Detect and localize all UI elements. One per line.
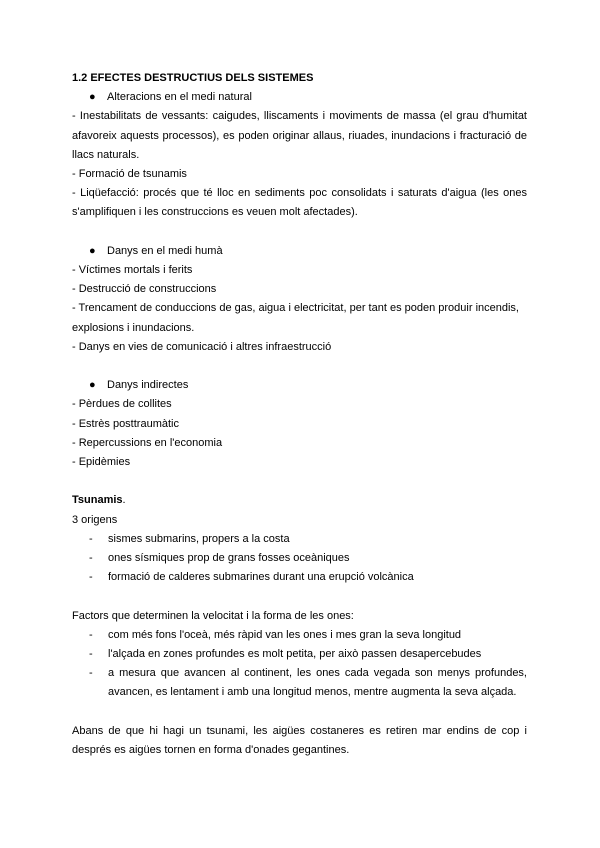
bullet-dot-icon: ●: [89, 244, 96, 257]
bullet-label: Danys en el medi humà: [107, 244, 223, 257]
document-content: [72, 69, 527, 760]
tsunamis-title: [72, 491, 527, 510]
tsunamis-title-text: Tsunamis: [72, 494, 123, 507]
list-item: - Repercussions en l'economia: [72, 436, 223, 449]
factors-label: Factors que determinen la velocitat i la forma de les ones:: [72, 609, 354, 622]
line-tsunamis: - Formació de tsunamis: [72, 168, 187, 181]
origin-text: formació de calderes submarines durant una erupció volcànica: [108, 571, 414, 584]
bullet-dot-icon: ●: [89, 379, 96, 392]
factor-item: [72, 626, 527, 645]
origin-text: ones sísmiques prop de grans fosses oceàniques: [108, 552, 350, 565]
list-item: - Pèrdues de collites: [72, 398, 172, 411]
line-victimes: - Víctimes mortals i ferits: [72, 264, 193, 277]
spacer: [72, 223, 527, 242]
factor-text: com més fons l'oceà, més ràpid van les ones i mes gran la seva longitud: [108, 628, 462, 641]
list-item: - Estrès posttraumàtic: [72, 417, 179, 430]
dash-icon: -: [89, 552, 93, 565]
origins-label: 3 origens: [72, 513, 118, 526]
dash-icon: -: [89, 532, 93, 545]
dash-icon: -: [89, 628, 93, 641]
line-danys-vies: - Danys en vies de comunicació i altres infraestrucció: [72, 340, 332, 353]
origin-item: [72, 568, 527, 587]
list-item: - Epidèmies: [72, 456, 131, 469]
dash-icon: -: [89, 648, 93, 661]
line-destruccio: - Destrucció de construccions: [72, 283, 217, 296]
paragraph-liquefaccio: - Liqüefacció: procés que té lloc en sediments poc consolidats i saturats d'aigua (les ones s'amplifiquen i les construccions es veuen molt afectades).: [72, 187, 527, 219]
factor-item: [72, 645, 527, 664]
origin-item: [72, 549, 527, 568]
bullet-label: Alteracions en el medi natural: [107, 91, 252, 104]
bullet-label: Danys indirectes: [107, 379, 189, 392]
bullet-item-danys-indirectes: [72, 376, 527, 395]
paragraph-closing: Abans de que hi hagi un tsunami, les aigües costaneres es retiren mar endins de cop i després es aigües tornen en forma d'onades gegantines.: [72, 724, 527, 757]
bullet-dot-icon: ●: [89, 91, 96, 104]
spacer: [72, 703, 527, 722]
factor-item: [72, 664, 527, 702]
spacer: [72, 357, 527, 376]
bullet-item-medi-natural: [72, 88, 527, 107]
dash-icon: -: [89, 667, 93, 680]
dash-icon: -: [89, 571, 93, 584]
tsunamis-title-punct: .: [122, 494, 126, 507]
spacer: [72, 587, 527, 606]
origin-item: [72, 530, 527, 549]
bullet-item-medi-huma: [72, 242, 527, 261]
paragraph-trencament: - Trencament de conduccions de gas, aigua i electricitat, per tant es poden produir incendis, explosions i inundacions.: [72, 302, 519, 334]
spacer: [72, 472, 527, 491]
origin-text: sismes submarins, propers a la costa: [108, 532, 290, 545]
factor-text: a mesura que avancen al continent, les ones cada vegada son menys profundes, avancen, es lentament i amb una longitud menos, mentre augmenta la seva alçada.: [108, 667, 527, 699]
factor-text: l'alçada en zones profundes es molt petita, per això passen desapercebudes: [108, 648, 482, 661]
section-heading: 1.2 EFECTES DESTRUCTIUS DELS SISTEMES: [72, 72, 314, 84]
paragraph-inestabilitats: - Inestabilitats de vessants: caigudes, lliscaments i moviments de massa (el grau d'humitat afavoreix aquests processos), es poden originar allaus, riuades, inundacions i fracturació de llacs naturals.: [72, 110, 527, 161]
